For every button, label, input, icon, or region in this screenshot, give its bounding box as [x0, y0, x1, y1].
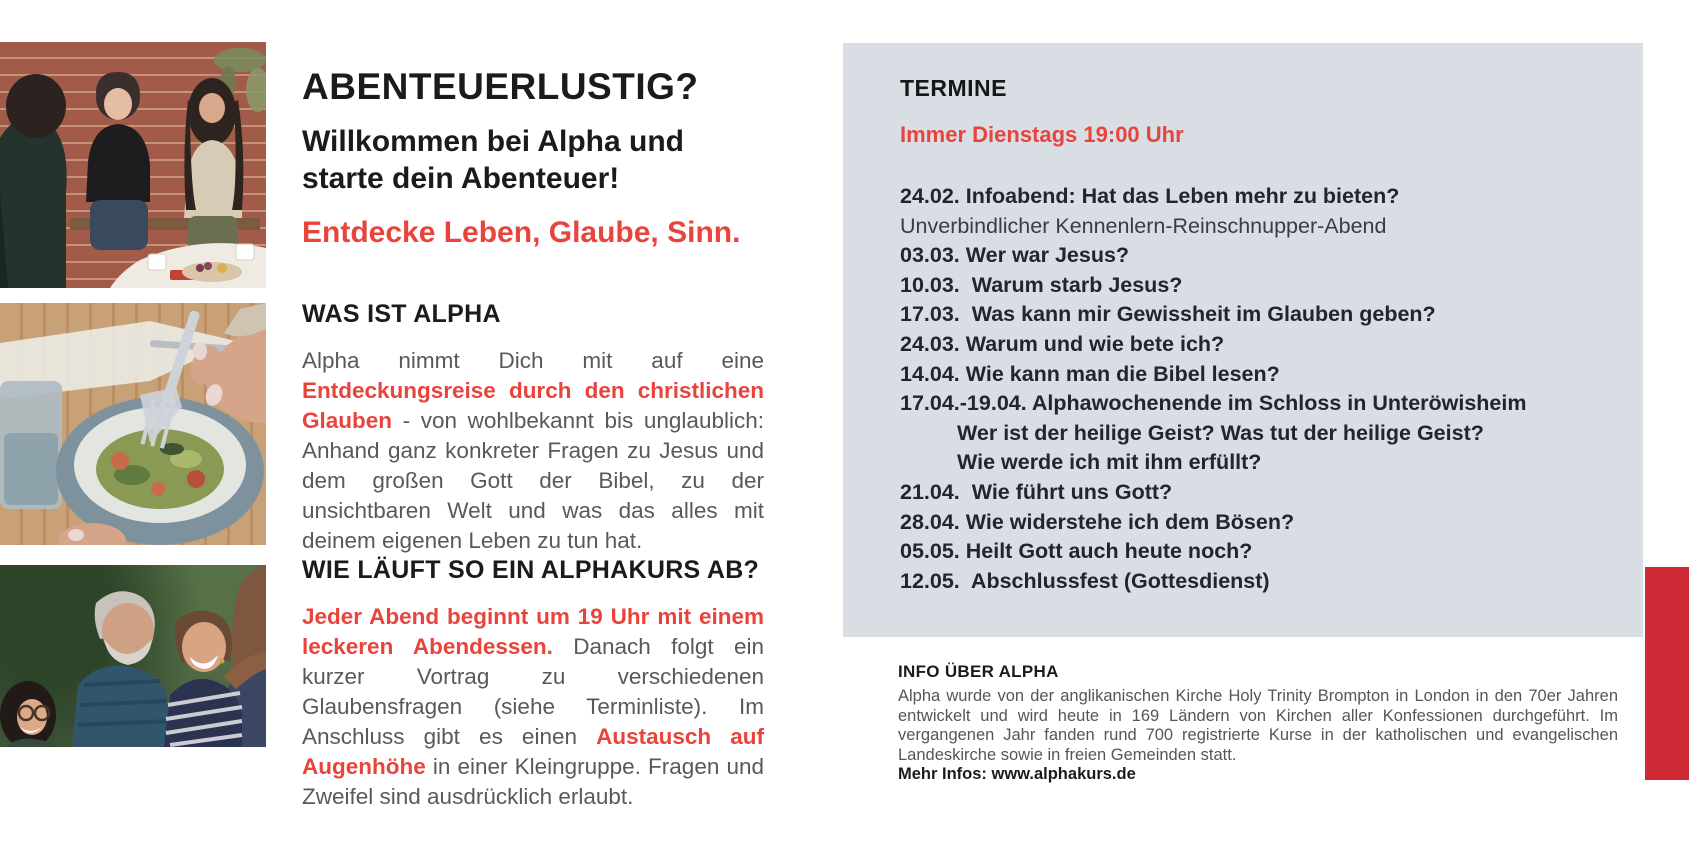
- text-segment: in einer Kleingruppe. Fragen und Zweifel sind ausdrücklich erlaubt.: [302, 754, 764, 809]
- section-paragraph: [302, 346, 764, 556]
- intro-subtitle: Willkommen bei Alpha und starte dein Abenteuer!: [302, 124, 684, 195]
- text-segment: Entdeckungsreise durch den christlichen Glauben: [302, 378, 764, 433]
- red-accent-bar: [1645, 567, 1689, 780]
- text-segment: - von wohlbekannt bis unglaublich: Anhand ganz konkreter Fragen zu Jesus und dem großen Gott der Bibel, zu der unsichtbaren Welt und was das alles mit deinem eigenen Leben zu tun hat.: [302, 408, 764, 553]
- termine-item: 17.03. Was kann mir Gewissheit im Glauben geben?: [900, 302, 1436, 327]
- text-segment: Austausch auf Augenhöhe: [302, 724, 764, 779]
- info-heading: INFO ÜBER ALPHA: [898, 662, 1059, 681]
- group-conversation-illustration: [0, 42, 266, 288]
- section-heading: WIE LÄUFT SO EIN ALPHAKURS AB?: [302, 556, 760, 584]
- termine-item: 12.05. Abschlussfest (Gottesdienst): [900, 568, 1270, 593]
- termine-heading: TERMINE: [900, 75, 1007, 101]
- termine-item: 21.04. Wie führt uns Gott?: [900, 479, 1173, 504]
- info-body: Alpha wurde von der anglikanischen Kirche Holy Trinity Brompton in London in den 70er Jahren entwickelt und wird heute in 169 Ländern von Kirchen aller Konfessionen durchgeführt. Im vergangenen Jahr fanden rund 700 registrierte Kurse in der katholischen und evangelischen Landeskirche sowie in freien Gemeinden statt.: [898, 687, 1618, 764]
- termine-list: [900, 182, 1600, 596]
- text-segment: Alpha nimmt Dich mit auf eine: [302, 348, 764, 373]
- page-title: ABENTEUERLUSTIG?: [302, 66, 699, 107]
- termine-item: 03.03. Wer war Jesus?: [900, 243, 1130, 268]
- termine-item: 14.04. Wie kann man die Bibel lesen?: [900, 361, 1280, 386]
- text-segment: Jeder Abend beginnt um 19 Uhr mit einem leckeren Abendessen.: [302, 604, 764, 659]
- termine-item: Wer ist der heilige Geist? Was tut der heilige Geist?: [957, 420, 1484, 445]
- section-paragraph: [302, 602, 764, 812]
- section-heading: WAS IST ALPHA: [302, 300, 501, 328]
- section-ablauf: [302, 556, 764, 812]
- info-more: Mehr Infos: www.alphakurs.de: [898, 765, 1136, 783]
- termine-panel-inner: [843, 43, 1600, 596]
- dinner-bowl-photo: [0, 303, 266, 545]
- termine-item: 24.02. Infoabend: Hat das Leben mehr zu bieten?: [900, 184, 1400, 208]
- termine-item: 05.05. Heilt Gott auch heute noch?: [900, 539, 1253, 564]
- termine-item: 28.04. Wie widerstehe ich dem Bösen?: [900, 509, 1295, 534]
- intro-block: [302, 68, 772, 251]
- termine-item: Unverbindlicher Kennenlern-Reinschnupper-Abend: [900, 213, 1387, 238]
- info-block: [898, 662, 1618, 785]
- schedule-note: Immer Dienstags 19:00 Uhr: [900, 122, 1184, 147]
- intro-tagline: Entdecke Leben, Glaube, Sinn.: [302, 215, 741, 249]
- dinner-bowl-illustration: [0, 303, 266, 545]
- outdoor-group-illustration: [0, 565, 266, 747]
- termine-panel: [843, 43, 1643, 637]
- text-segment: Danach folgt ein kurzer Vortrag zu verschiedenen Glaubensfragen (siehe Terminliste). Im Anschluss gibt es einen: [302, 634, 764, 749]
- termine-item: Wie werde ich mit ihm erfüllt?: [957, 450, 1262, 475]
- termine-item: 24.03. Warum und wie bete ich?: [900, 331, 1225, 356]
- outdoor-group-photo: [0, 565, 266, 747]
- section-was-ist-alpha: [302, 300, 764, 556]
- termine-item: 17.04.-19.04. Alphawochenende im Schloss in Unteröwisheim: [900, 391, 1527, 416]
- group-conversation-photo: [0, 42, 266, 288]
- termine-item: 10.03. Warum starb Jesus?: [900, 272, 1183, 297]
